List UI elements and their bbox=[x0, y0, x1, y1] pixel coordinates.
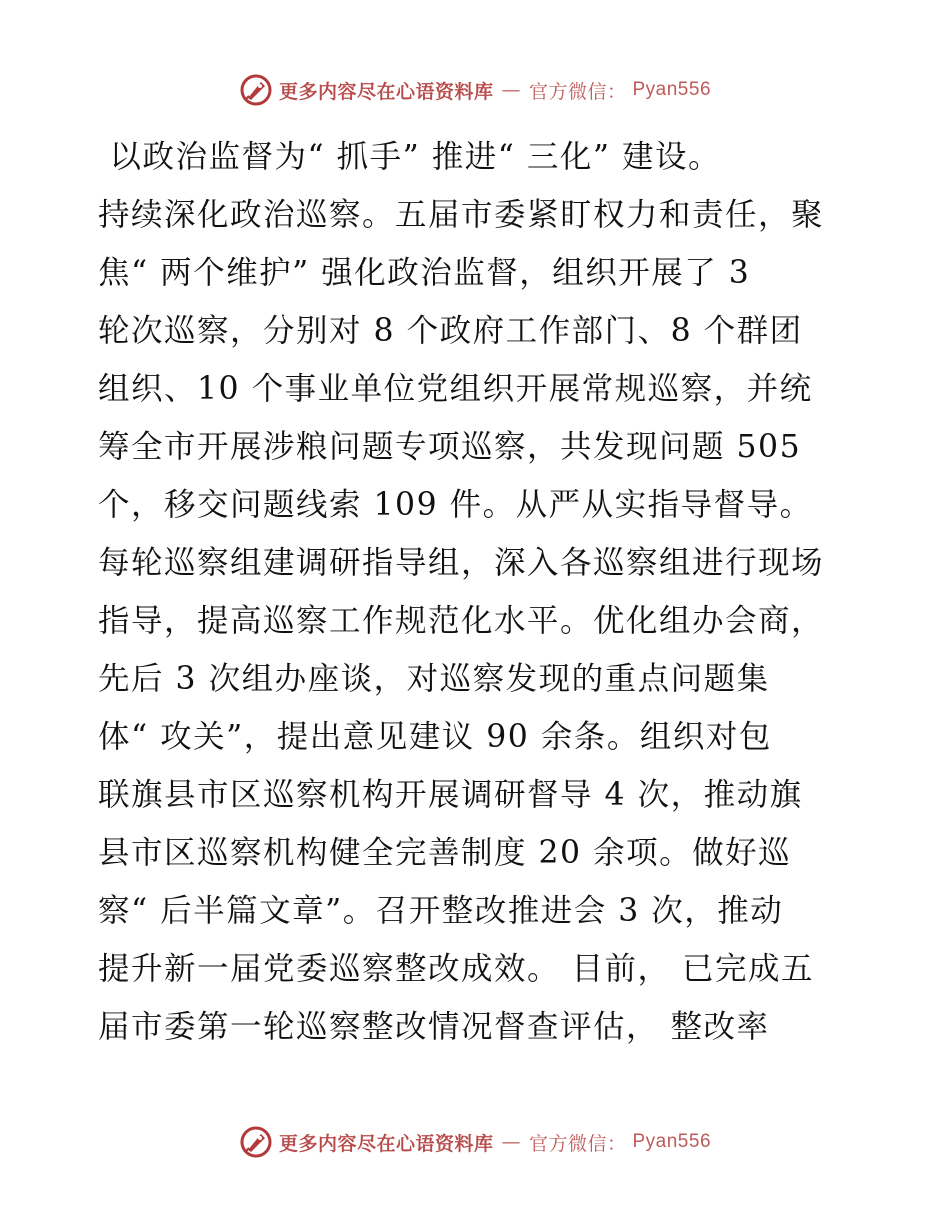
pen-nib-circle-icon bbox=[239, 73, 273, 107]
watermark-text: 更多内容尽在心语资料库 bbox=[278, 80, 494, 103]
body-line: 届市委第一轮巡察整改情况督查评估， 整改率 bbox=[98, 1009, 770, 1045]
body-line: 提升新一届党委巡察整改成效。 目前， 已完成五 bbox=[98, 951, 815, 987]
watermark-dash: — bbox=[501, 1131, 521, 1153]
body-line: 以政治监督为“ 抓手” 推进“ 三化” 建设。 bbox=[98, 139, 721, 175]
body-line: 联旗县市区巡察机构开展调研督导 4 次，推动旗 bbox=[98, 777, 803, 813]
body-line: 每轮巡察组建调研指导组，深入各巡察组进行现场 bbox=[98, 545, 825, 581]
body-line: 组织、10 个事业单位党组织开展常规巡察，并统 bbox=[98, 371, 813, 407]
body-line: 筹全市开展涉粮问题专项巡察，共发现问题 505 bbox=[98, 429, 802, 465]
watermark-wechat-label: 官方微信： bbox=[528, 80, 627, 103]
header-watermark-banner bbox=[0, 70, 950, 110]
document-body bbox=[98, 128, 858, 1056]
body-line: 焦“ 两个维护” 强化政治监督，组织开展了 3 bbox=[98, 255, 751, 291]
body-line: 持续深化政治巡察。五届市委紧盯权力和责任，聚 bbox=[98, 197, 825, 233]
body-line: 指导，提高巡察工作规范化水平。优化组办会商， bbox=[98, 603, 825, 639]
watermark-text: 更多内容尽在心语资料库 bbox=[278, 1132, 494, 1155]
footer-watermark-banner bbox=[0, 1122, 950, 1162]
body-line: 个，移交问题线索 109 件。从严从实指导督导。 bbox=[98, 487, 813, 523]
body-line: 轮次巡察，分别对 8 个政府工作部门、8 个群团 bbox=[98, 313, 803, 349]
body-line: 体“ 攻关”，提出意见建议 90 余条。组织对包 bbox=[98, 719, 772, 755]
watermark-dash: — bbox=[501, 79, 521, 101]
watermark-wechat-id: Pyan556 bbox=[632, 79, 712, 100]
body-line: 先后 3 次组办座谈，对巡察发现的重点问题集 bbox=[98, 661, 770, 697]
watermark-wechat-id: Pyan556 bbox=[632, 1131, 712, 1152]
pen-nib-circle-icon bbox=[239, 1125, 273, 1159]
watermark-wechat-label: 官方微信： bbox=[528, 1132, 627, 1155]
body-line: 察“ 后半篇文章”。召开整改推进会 3 次，推动 bbox=[98, 893, 784, 929]
body-line: 县市区巡察机构健全完善制度 20 余项。做好巡 bbox=[98, 835, 792, 871]
